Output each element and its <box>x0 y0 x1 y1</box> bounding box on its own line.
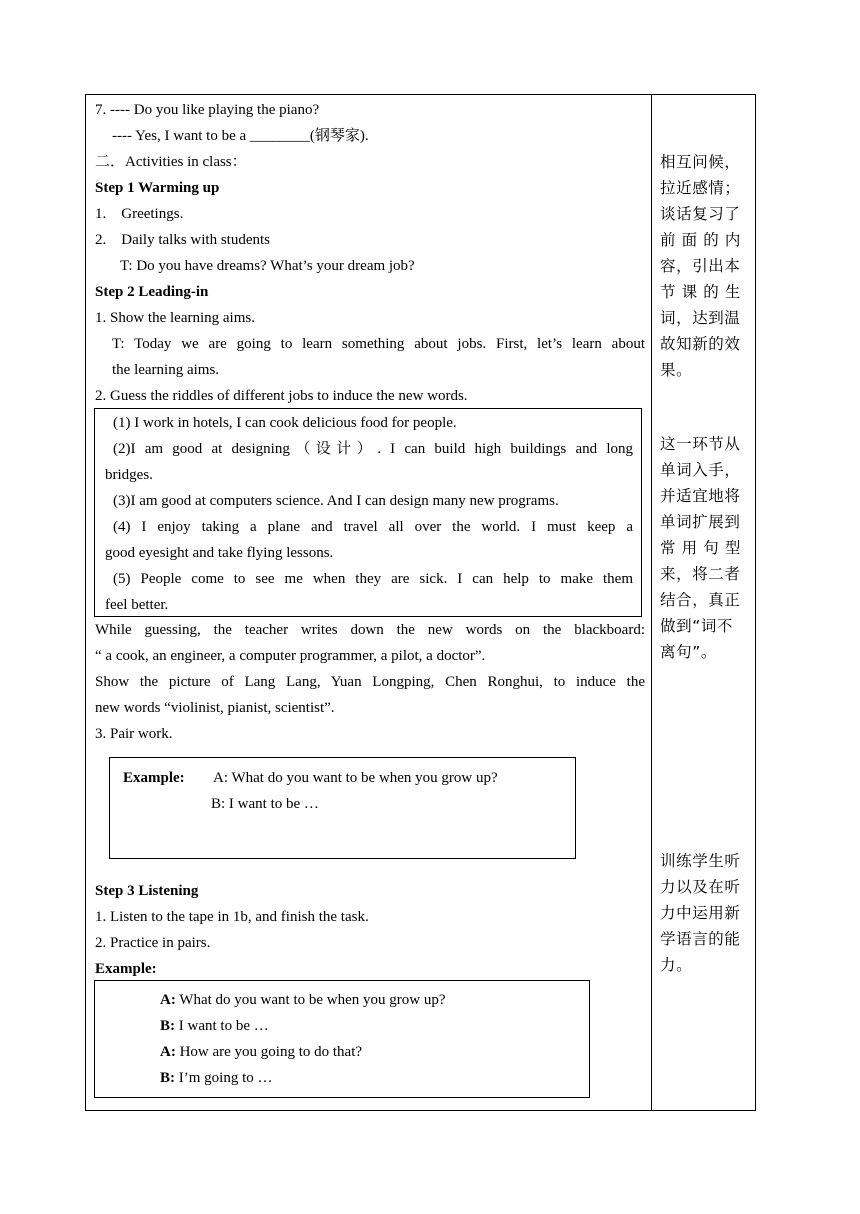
side-note-leading-in <box>660 431 752 665</box>
guess-line-2: “ a cook, an engineer, a computer programmer, a pilot, a doctor”. <box>95 648 486 664</box>
speaker-b: B: <box>160 1070 175 1086</box>
note-line: 单词扩展到 <box>660 513 741 531</box>
example-2-label: Example: <box>95 961 157 977</box>
show-line-1: Show the picture of Lang Lang, Yuan Longping, Chen Ronghui, to induce the <box>95 674 645 690</box>
riddle-3: (3)I am good at computers science. And I can design many new programs. <box>113 493 559 509</box>
example-2-a2 <box>160 1039 362 1065</box>
step1-title: Step 1 Warming up <box>95 180 220 196</box>
speaker-b: B: <box>160 1018 175 1034</box>
riddle-5-line-2: feel better. <box>105 597 169 613</box>
riddles-box <box>94 408 642 617</box>
note-line: 容，引出本 <box>660 257 741 275</box>
show-line-2: new words “violinist, pianist, scientist”. <box>95 700 335 716</box>
note-line: 单词入手， <box>660 461 741 479</box>
step1-item-greetings: 1. Greetings. <box>95 206 184 222</box>
example-1-b-line: B: I want to be … <box>211 796 319 812</box>
riddle-5-line-1: (5) People come to see me when they are sick. I can help to make them <box>113 571 633 587</box>
speaker-a: A: <box>160 1044 176 1060</box>
lesson-plan-table <box>85 94 756 1111</box>
q7-line-1: 7. ---- Do you like playing the piano? <box>95 102 320 118</box>
note-line: 做到“词不 <box>660 617 734 635</box>
note-line: 力以及在听 <box>660 878 741 896</box>
note-line: 谈话复习了 <box>660 205 741 223</box>
example-1-a-line: A: What do you want to be when you grow up? <box>213 770 498 786</box>
note-line: 相互问候， <box>660 153 741 171</box>
riddle-2-line-2: bridges. <box>105 467 153 483</box>
note-line: 词，达到温 <box>660 309 741 327</box>
note-line: 节 课 的 生 <box>660 283 741 301</box>
step1-teacher-line: T: Do you have dreams? What’s your dream job? <box>120 258 415 274</box>
step1-item-daily-talks: 2. Daily talks with students <box>95 232 270 248</box>
example-2-b2-text: I’m going to … <box>175 1070 273 1086</box>
note-line: 力。 <box>660 956 693 974</box>
note-line: 离句”。 <box>660 643 717 661</box>
riddle-2-line-1: (2)I am good at designing（设计）. I can build high buildings and long <box>113 441 633 457</box>
note-line: 前 面 的 内 <box>660 231 741 249</box>
example-2-b1-text: I want to be … <box>175 1018 269 1034</box>
speaker-a: A: <box>160 992 176 1008</box>
note-line: 果。 <box>660 361 693 379</box>
column-divider <box>651 95 652 1110</box>
example-1-box <box>109 757 576 859</box>
example-2-a2-text: How are you going to do that? <box>175 1044 363 1060</box>
riddle-1: (1) I work in hotels, I can cook delicious food for people. <box>113 415 457 431</box>
q7-line-2: ---- Yes, I want to be a ________(钢琴家). <box>112 128 369 144</box>
note-line: 这一环节从 <box>660 435 741 453</box>
example-1-label: Example: <box>123 770 185 786</box>
step3-item-practice: 2. Practice in pairs. <box>95 935 211 951</box>
guess-line-1: While guessing, the teacher writes down the new words on the blackboard: <box>95 622 645 638</box>
step2-item-pair-work: 3. Pair work. <box>95 726 173 742</box>
step2-teacher-line-2: the learning aims. <box>112 362 220 378</box>
step2-title: Step 2 Leading-in <box>95 284 209 300</box>
note-line: 拉近感情； <box>660 179 741 197</box>
example-2-box <box>94 980 590 1098</box>
side-note-listening <box>660 848 752 978</box>
step2-item-aims: 1. Show the learning aims. <box>95 310 255 326</box>
note-line: 故知新的效 <box>660 335 741 353</box>
step2-item-riddles: 2. Guess the riddles of different jobs to induce the new words. <box>95 388 468 404</box>
note-line: 常 用 句 型 <box>660 539 741 557</box>
note-line: 训练学生听 <box>660 852 741 870</box>
step3-item-listen: 1. Listen to the tape in 1b, and finish the task. <box>95 909 369 925</box>
example-2-b1 <box>160 1013 269 1039</box>
riddle-4-line-1: (4) I enjoy taking a plane and travel all over the world. I must keep a <box>113 519 633 535</box>
note-line: 结合，真正 <box>660 591 741 609</box>
riddle-4-line-2: good eyesight and take flying lessons. <box>105 545 334 561</box>
example-2-b2 <box>160 1065 273 1091</box>
step2-teacher-line-1: T: Today we are going to learn something about jobs. First, let’s learn about <box>112 336 645 352</box>
note-line: 并适宜地将 <box>660 487 741 505</box>
note-line: 力中运用新 <box>660 904 741 922</box>
note-line: 来，将二者 <box>660 565 741 583</box>
example-2-a1-text: What do you want to be when you grow up? <box>175 992 446 1008</box>
side-note-warming-up <box>660 149 752 383</box>
step3-title: Step 3 Listening <box>95 883 199 899</box>
example-2-a1 <box>160 987 446 1013</box>
note-line: 学语言的能 <box>660 930 741 948</box>
section-title-activities: 二．Activities in class： <box>95 154 247 170</box>
